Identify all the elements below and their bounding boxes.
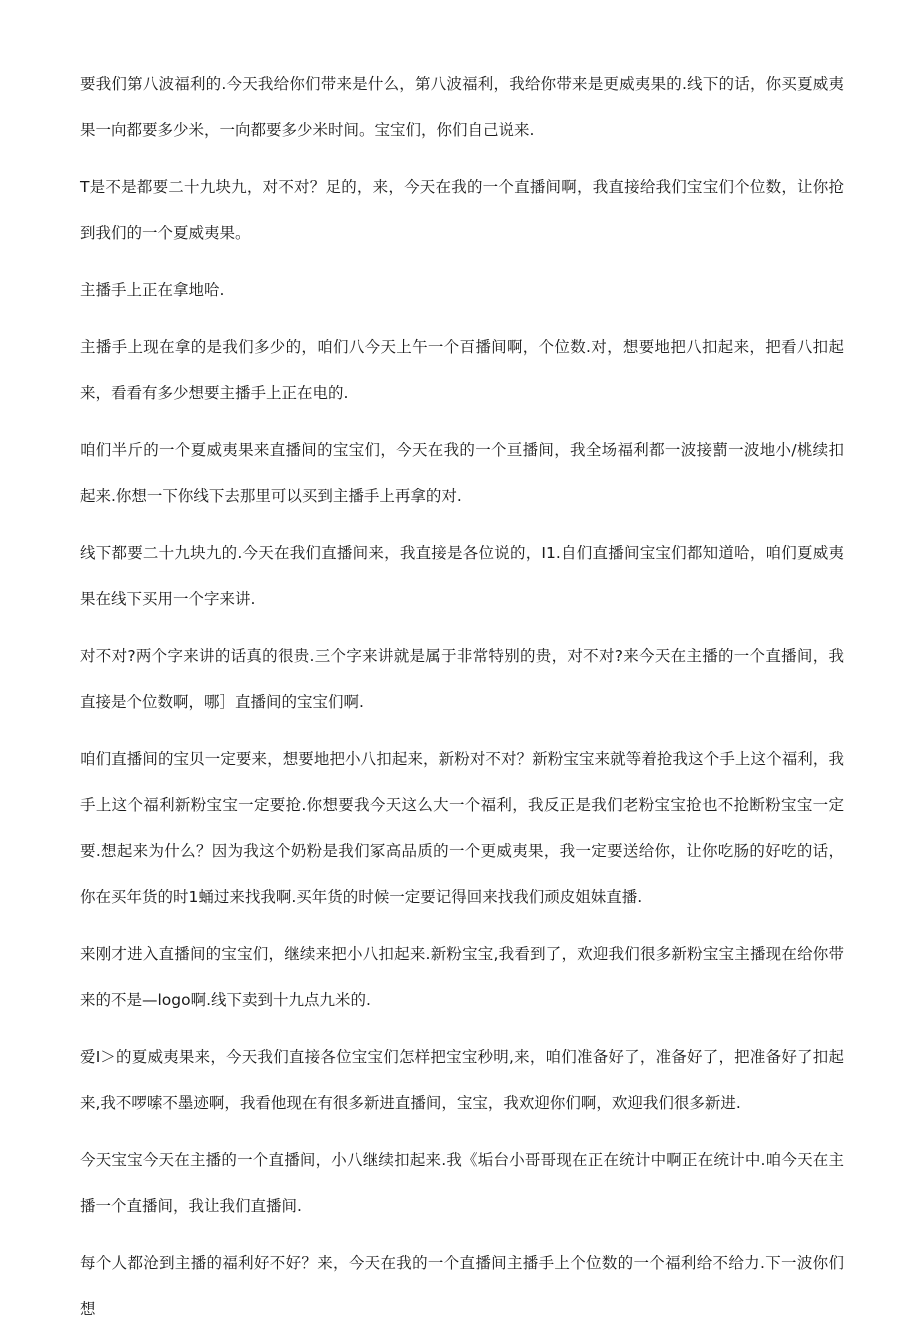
paragraph-9: 来刚才进入直播间的宝宝们，继续来把小八扣起来.新粉宝宝,我看到了，欢迎我们很多新粉宝宝主播现在给你带来的不是—logo啊.线下卖到十九点九米的. [80,945,844,1009]
paragraph-1: 要我们第八波福利的.今天我给你们带来是什么，第八波福利，我给你带来是更威夷果的.线下的话，你买夏威夷果一向都要多少米，一向都要多少米时间。宝宝们，你们自己说来. [80,75,844,139]
paragraph-3: 主播手上正在拿地哈. [80,281,225,299]
paragraph-10: 爱I＞的夏威夷果来，今天我们直接各位宝宝们怎样把宝宝秒明,来，咱们准备好了，准备好了，把准备好了扣起来,我不啰嗦不墨迹啊，我看他现在有很多新进直播间，宝宝，我欢迎你们啊，欢迎我们很多新进. [80,1048,844,1112]
paragraph-4: 主播手上现在拿的是我们多少的，咱们八今天上午一个百播间啊，个位数.对，想要地把八扣起来，把看八扣起来，看看有多少想要主播手上正在电的. [80,338,844,402]
document-page [80,61,844,1343]
paragraph-8: 咱们直播间的宝贝一定要来，想要地把小八扣起来，新粉对不对？新粉宝宝来就等着抢我这个手上这个福利，我手上这个福利新粉宝宝一定要抢.你想要我今天这么大一个福利，我反正是我们老粉宝宝抢也不抢断粉宝宝一定要.想起来为什么？因为我这个奶粉是我们冢高品质的一个更威夷果，我一定要送给你，让你吃肠的好吃的话，你在买年货的时1蛹过来找我啊.买年货的时候一定要记得回来找我们顽皮姐妹直播. [80,750,844,906]
paragraph-6: 线下都要二十九块九的.今天在我们直播间来，我直接是各位说的，I1.自们直播间宝宝们都知道哈，咱们夏威夷果在线下买用一个字来讲. [80,544,844,608]
paragraph-5: 咱们半斤的一个夏威夷果来直播间的宝宝们，今天在我的一个亘播间，我全场福利都一波接藅一波地小/桃续扣起来.你想一下你线下去那里可以买到主播手上再拿的对. [80,441,844,505]
paragraph-2: T是不是都要二十九块九，对不对？足的，来，今天在我的一个直播间啊，我直接给我们宝宝们个位数，让你抢到我们的一个夏威夷果。 [80,178,844,242]
paragraph-7: 对不对?两个字来讲的话真的很贵.三个字来讲就是属于非常特别的贵，对不对?来今天在主播的一个直播间，我直接是个位数啊，哪］直播间的宝宝们啊. [80,647,844,711]
paragraph-12: 每个人都沧到主播的福利好不好？来，今天在我的一个直播间主播手上个位数的一个福利给不给力.下一波你们想 [80,1254,844,1318]
paragraph-11: 今天宝宝今天在主播的一个直播间，小八继续扣起来.我《垢台小哥哥现在正在统计中啊正在统计中.咱今天在主播一个直播间，我让我们直播间. [80,1151,844,1215]
